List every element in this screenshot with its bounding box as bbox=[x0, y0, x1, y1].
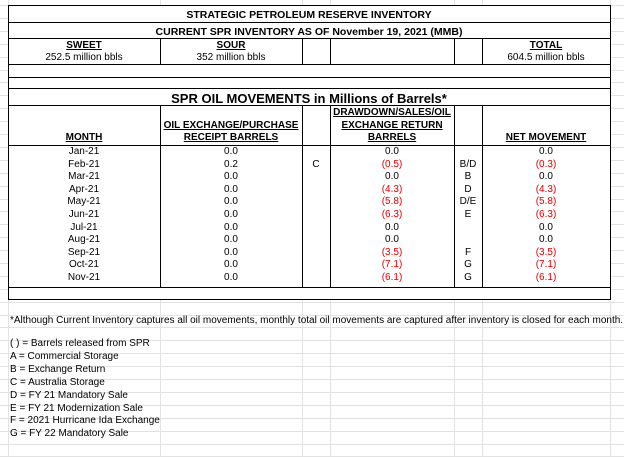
row-receipt-barrels: 0.0 bbox=[224, 234, 238, 245]
row-drawdown-note: B bbox=[464, 171, 472, 182]
legend-item: A = Commercial Storage bbox=[10, 350, 119, 362]
row-drawdown-barrels: (6.3) bbox=[381, 209, 403, 220]
legend-item: E = FY 21 Modernization Sale bbox=[10, 402, 143, 414]
row-receipt-barrels: 0.0 bbox=[224, 196, 238, 207]
net-movement-header: NET MOVEMENT bbox=[505, 132, 587, 143]
movements-title: SPR OIL MOVEMENTS in Millions of Barrels* bbox=[171, 91, 447, 106]
row-drawdown-barrels: (3.5) bbox=[381, 247, 403, 258]
rule-movements-title-top bbox=[8, 88, 611, 89]
inventory-date-line: CURRENT SPR INVENTORY AS OF November 19, 2021 (MMB) bbox=[155, 26, 463, 38]
legend-item: G = FY 22 Mandatory Sale bbox=[10, 428, 129, 440]
row-receipt-barrels: 0.0 bbox=[224, 272, 238, 283]
row-drawdown-note: B/D bbox=[459, 159, 477, 170]
row-net-movement: (7.1) bbox=[535, 259, 557, 270]
row-drawdown-note: D bbox=[464, 184, 472, 195]
row-drawdown-barrels: (0.5) bbox=[381, 159, 403, 170]
row-net-movement: (6.3) bbox=[535, 209, 557, 220]
row-month: Mar-21 bbox=[68, 171, 100, 182]
drawdown-header-line2: EXCHANGE RETURN bbox=[341, 120, 443, 131]
row-drawdown-note: G bbox=[464, 259, 472, 270]
row-drawdown-note: G bbox=[464, 272, 472, 283]
exchange-header-line1: OIL EXCHANGE/PURCHASE bbox=[163, 120, 299, 131]
row-month: Feb-21 bbox=[68, 159, 100, 170]
row-month: Sep-21 bbox=[67, 247, 101, 258]
row-receipt-barrels: 0.0 bbox=[224, 222, 238, 233]
border-right bbox=[610, 5, 611, 300]
row-receipt-barrels: 0.0 bbox=[224, 247, 238, 258]
row-month: Jul-21 bbox=[70, 222, 98, 233]
drawdown-header-line1: DRAWDOWN/SALES/OIL bbox=[333, 107, 451, 118]
row-drawdown-note: F bbox=[464, 247, 472, 258]
legend-item: F = 2021 Hurricane Ida Exchange bbox=[10, 415, 160, 427]
row-month: Jan-21 bbox=[68, 146, 100, 157]
rule-after-title bbox=[8, 22, 611, 23]
sour-value: 352 million bbls bbox=[196, 52, 266, 63]
rule-after-data bbox=[8, 287, 611, 288]
row-receipt-barrels: 0.0 bbox=[224, 171, 238, 182]
gridline-row bbox=[0, 302, 624, 303]
inventory-col-rule bbox=[330, 38, 331, 65]
sour-label: SOUR bbox=[216, 40, 246, 51]
row-net-movement: 0.0 bbox=[539, 222, 553, 233]
border-top bbox=[8, 5, 611, 6]
row-net-movement: 0.0 bbox=[539, 146, 553, 157]
gridline-row bbox=[0, 327, 624, 328]
inventory-col-rule bbox=[454, 38, 455, 65]
row-month: Jun-21 bbox=[68, 209, 100, 220]
row-net-movement: 0.0 bbox=[539, 234, 553, 245]
row-receipt-barrels: 0.0 bbox=[224, 146, 238, 157]
row-drawdown-note: E bbox=[464, 209, 472, 220]
row-net-movement: (4.3) bbox=[535, 184, 557, 195]
sweet-label: SWEET bbox=[66, 40, 102, 51]
row-receipt-barrels: 0.0 bbox=[224, 209, 238, 220]
footnote: *Although Current Inventory captures all oil movements, monthly total oil movements are captured after inventory is closed for each month. bbox=[10, 315, 624, 326]
rule-before-movements bbox=[8, 77, 611, 78]
month-header: MONTH bbox=[65, 132, 103, 143]
row-month: May-21 bbox=[67, 196, 101, 207]
row-drawdown-barrels: 0.0 bbox=[385, 222, 399, 233]
total-label: TOTAL bbox=[529, 40, 563, 51]
row-drawdown-barrels: 0.0 bbox=[385, 146, 399, 157]
rule-after-inventory-values bbox=[8, 64, 611, 65]
gridline-row bbox=[0, 444, 624, 445]
row-receipt-note: C bbox=[312, 159, 320, 170]
row-drawdown-barrels: (6.1) bbox=[381, 272, 403, 283]
row-net-movement: (6.1) bbox=[535, 272, 557, 283]
row-net-movement: (3.5) bbox=[535, 247, 557, 258]
row-receipt-barrels: 0.0 bbox=[224, 184, 238, 195]
row-month: Aug-21 bbox=[67, 234, 101, 245]
row-month: Apr-21 bbox=[68, 184, 99, 195]
row-drawdown-barrels: 0.0 bbox=[385, 171, 399, 182]
row-drawdown-barrels: 0.0 bbox=[385, 234, 399, 245]
movements-col-rule bbox=[302, 105, 303, 287]
total-value: 604.5 million bbls bbox=[507, 52, 585, 63]
legend-item: C = Australia Storage bbox=[10, 376, 105, 388]
legend-item: ( ) = Barrels released from SPR bbox=[10, 338, 150, 349]
sweet-value: 252.5 million bbls bbox=[45, 52, 123, 63]
rule-after-inventory-line bbox=[8, 38, 611, 39]
row-drawdown-barrels: (7.1) bbox=[381, 259, 403, 270]
row-drawdown-barrels: (5.8) bbox=[381, 196, 403, 207]
row-month: Oct-21 bbox=[68, 259, 99, 270]
inventory-col-rule bbox=[302, 38, 303, 65]
row-net-movement: (5.8) bbox=[535, 196, 557, 207]
row-month: Nov-21 bbox=[67, 272, 101, 283]
exchange-header-line2: RECEIPT BARRELS bbox=[183, 132, 279, 143]
drawdown-header-line3: BARRELS bbox=[367, 132, 417, 143]
row-drawdown-note: D/E bbox=[459, 196, 477, 207]
legend-item: B = Exchange Return bbox=[10, 363, 106, 375]
border-bottom bbox=[8, 299, 611, 300]
legend-item: D = FY 21 Mandatory Sale bbox=[10, 389, 128, 401]
report-title: STRATEGIC PETROLEUM RESERVE INVENTORY bbox=[186, 9, 432, 21]
row-net-movement: 0.0 bbox=[539, 171, 553, 182]
row-net-movement: (0.3) bbox=[535, 159, 557, 170]
row-drawdown-barrels: (4.3) bbox=[381, 184, 403, 195]
row-receipt-barrels: 0.0 bbox=[224, 259, 238, 270]
row-receipt-barrels: 0.2 bbox=[224, 159, 238, 170]
